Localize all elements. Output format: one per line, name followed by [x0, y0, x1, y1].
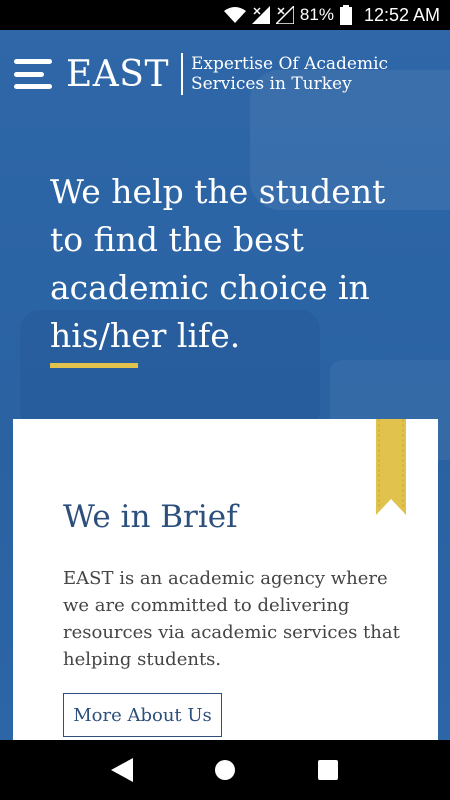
signal-icon-secondary [276, 6, 294, 24]
battery-icon [340, 5, 352, 25]
brief-line: EAST is an academic agency where [63, 568, 388, 589]
site-header [14, 50, 388, 98]
site-logo[interactable]: EAST [66, 53, 169, 95]
battery-percent: 81% [299, 5, 334, 24]
brief-line: resources via academic services that [63, 622, 400, 643]
hero-headline-line: academic choice in [50, 268, 370, 307]
hero-headline-line: We help the student [50, 172, 386, 211]
more-about-us-button[interactable]: More About Us [63, 693, 222, 737]
bookmark-ribbon-icon [376, 419, 406, 515]
brief-line: we are committed to delivering [63, 595, 350, 616]
signal-icon [252, 6, 270, 24]
site-tagline [191, 54, 388, 94]
hamburger-icon[interactable] [14, 59, 52, 89]
brief-card [13, 419, 438, 740]
recents-square-icon[interactable] [308, 750, 348, 790]
hero-headline-line: to find the best [50, 220, 304, 259]
hero-headline-line: his/her life. [50, 316, 241, 355]
hero-section [0, 30, 450, 740]
home-circle-icon[interactable] [205, 750, 245, 790]
wifi-icon [224, 6, 246, 24]
back-triangle-icon[interactable] [102, 750, 142, 790]
hero-headline [50, 168, 400, 360]
android-navigation-bar [0, 740, 450, 800]
status-bar [0, 0, 450, 30]
tagline-line: Expertise Of Academic [190, 54, 389, 74]
brief-description [63, 565, 403, 673]
status-time: 12:52 AM [363, 4, 440, 25]
logo-divider [181, 53, 183, 95]
tagline-line: Services in Turkey [190, 74, 352, 94]
hero-accent-underline [50, 363, 138, 368]
brief-title: We in Brief [63, 499, 238, 535]
brief-line: helping students. [63, 649, 222, 670]
